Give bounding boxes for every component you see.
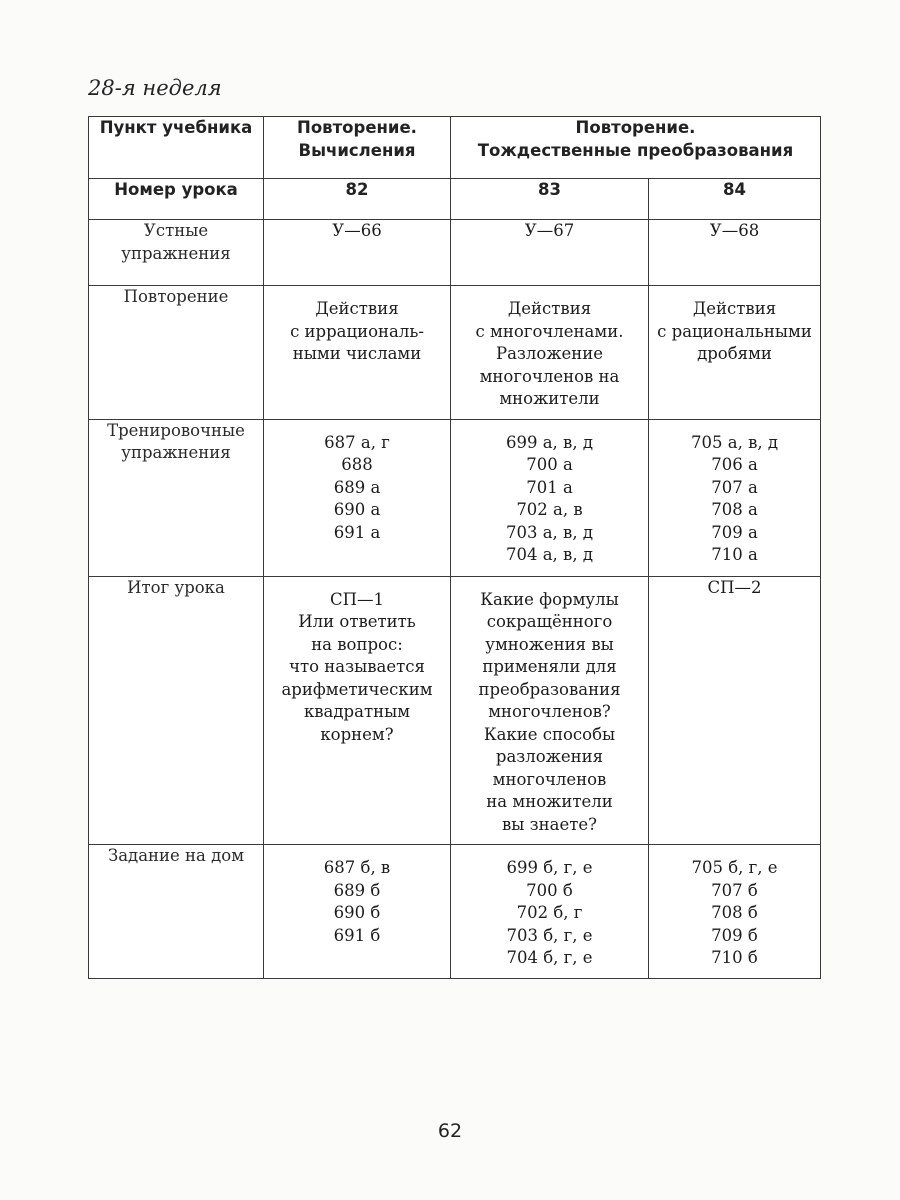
row-label-line: упражнения (121, 443, 231, 462)
cell-text-line: разложения (495, 747, 604, 766)
review-row (89, 286, 821, 420)
header-text-line: Тождественные преобразования (477, 140, 794, 160)
cell-text-line: 690 б (333, 903, 381, 922)
oral-exercise-cell: У—67 (451, 220, 649, 286)
cell-text-line: СП—2 (707, 577, 762, 597)
cell-text-line: 703 б, г, е (506, 925, 593, 945)
cell-text-line: Действия (507, 299, 592, 318)
row-label-line: Тренировочные (107, 420, 245, 440)
cell-text-line: 688 (341, 455, 373, 474)
page-number: 62 (437, 1120, 463, 1142)
cell-text-line: корнем? (320, 724, 394, 744)
lesson-number-row (89, 179, 821, 220)
cell-text-line: дробями (697, 344, 772, 363)
lesson-number: 84 (649, 179, 821, 220)
cell-text-line: Разложение (495, 344, 604, 363)
training-exercises-row (89, 419, 821, 576)
cell-text-line: 689 а (333, 477, 381, 497)
summary-cell (451, 576, 649, 845)
summary-cell (264, 576, 451, 845)
training-cell (264, 419, 451, 576)
training-cell (451, 419, 649, 576)
cell-text-line: 705 б, г, е (691, 858, 778, 877)
row-label (89, 220, 264, 286)
homework-cell (264, 845, 451, 979)
cell-text-line: 702 а, в (516, 500, 583, 519)
cell-text-line: 702 б, г (516, 903, 583, 922)
cell-text-line: 705 а, в, д (691, 432, 779, 452)
homework-row (89, 845, 821, 979)
cell-text-line: с многочленами. (475, 321, 624, 341)
table-header-row (89, 117, 821, 179)
cell-text-line: многочленов? (488, 702, 611, 721)
cell-text-line: 700 а (526, 455, 573, 474)
cell-text-line: 691 а (333, 522, 381, 542)
cell-text-line: 709 б (711, 925, 758, 945)
row-label-line: Устные (143, 221, 209, 240)
cell-text-line: 689 б (333, 880, 381, 900)
cell-text-line: арифметическим (281, 679, 433, 699)
lesson-number: 82 (264, 179, 451, 220)
training-cell (649, 419, 821, 576)
row-label (89, 419, 264, 576)
cell-text-line: множители (499, 389, 600, 408)
header-textbook-section: Пункт учебника (89, 117, 264, 179)
header-text-line: Вычисления (298, 140, 416, 160)
header-repeat-calculations (264, 117, 451, 179)
cell-text-line: 707 б (711, 880, 758, 900)
row-label: Номер урока (89, 179, 264, 220)
review-cell (451, 286, 649, 420)
row-label-line: упражнения (121, 243, 231, 263)
cell-text-line: сокращённого (486, 612, 613, 631)
cell-text-line: умножения вы (485, 634, 614, 654)
cell-text-line: СП—1 (329, 589, 384, 609)
lesson-summary-row (89, 576, 821, 845)
cell-text-line: 709 а (711, 522, 758, 542)
lesson-number: 83 (451, 179, 649, 220)
homework-cell (451, 845, 649, 979)
review-cell (264, 286, 451, 420)
week-title: 28-я неделя (88, 76, 222, 100)
row-label: Повторение (89, 286, 264, 420)
cell-text-line: квадратным (303, 702, 411, 721)
cell-text-line: 700 б (526, 880, 573, 900)
cell-text-line: 703 а, в, д (505, 522, 593, 542)
cell-text-line: 704 б, г, е (506, 948, 593, 967)
cell-text-line: 690 а (333, 500, 381, 519)
cell-text-line: 707 а (711, 477, 758, 497)
header-text-line: Повторение. (297, 118, 417, 137)
cell-text-line: Какие формулы (480, 589, 619, 609)
homework-cell (649, 845, 821, 979)
cell-text-line: многочленов на (479, 366, 620, 386)
cell-text-line: Действия (315, 299, 399, 318)
cell-text-line: на вопрос: (311, 634, 403, 654)
cell-text-line: на множители (486, 792, 613, 811)
cell-text-line: ными числами (292, 344, 422, 363)
cell-text-line: многочленов (492, 769, 607, 789)
row-label: Задание на дом (89, 845, 264, 979)
cell-text-line: 699 а, в, д (505, 432, 593, 452)
cell-text-line: Какие способы (483, 724, 616, 744)
oral-exercise-cell: У—68 (649, 220, 821, 286)
cell-text-line: преобразования (478, 679, 621, 699)
oral-exercise-cell: У—66 (264, 220, 451, 286)
cell-text-line: 710 б (711, 948, 758, 967)
cell-text-line: 687 б, в (323, 858, 391, 877)
cell-text-line: 706 а (711, 455, 758, 474)
cell-text-line: Действия (692, 299, 777, 318)
cell-text-line: применяли для (482, 657, 617, 676)
cell-text-line: 691 б (333, 925, 381, 945)
lesson-plan-table (88, 116, 821, 979)
cell-text-line: 699 б, г, е (506, 858, 593, 877)
oral-exercises-row (89, 220, 821, 286)
cell-text-line: вы знаете? (501, 814, 597, 834)
cell-text-line: 708 а (711, 500, 758, 519)
cell-text-line: 710 а (711, 545, 758, 564)
cell-text-line: с иррациональ- (290, 321, 424, 341)
review-cell (649, 286, 821, 420)
cell-text-line: 701 а (526, 477, 573, 497)
summary-cell (649, 576, 821, 845)
cell-text-line: с рациональными (657, 321, 812, 341)
cell-text-line: 687 а, г (324, 432, 390, 452)
row-label: Итог урока (89, 576, 264, 845)
cell-text-line: 704 а, в, д (505, 545, 593, 564)
header-text-line: Повторение. (575, 118, 696, 137)
cell-text-line: Или ответить (298, 612, 416, 631)
cell-text-line: 708 б (711, 903, 758, 922)
header-repeat-transformations (451, 117, 821, 179)
cell-text-line: что называется (289, 657, 425, 676)
